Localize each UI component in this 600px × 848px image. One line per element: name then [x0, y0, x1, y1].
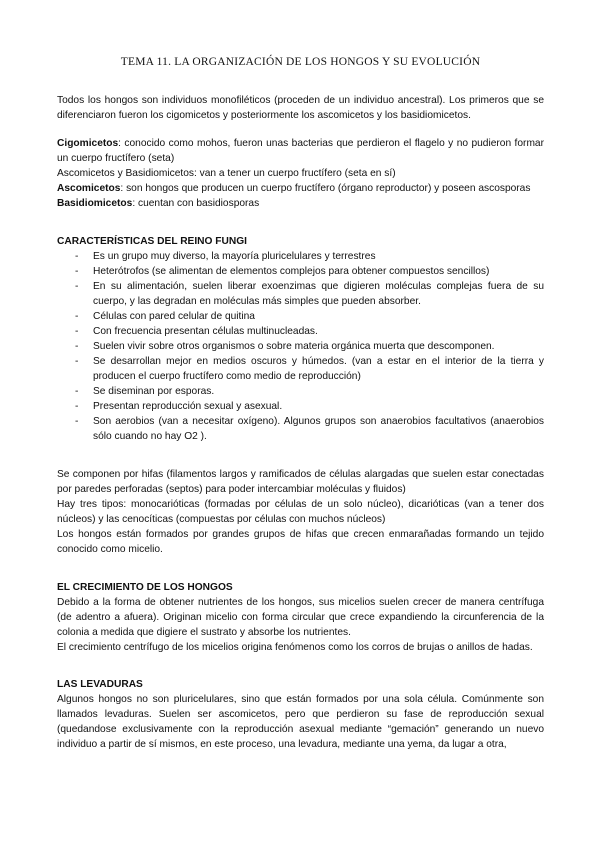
- basidiomicetos-term: Basidiomicetos: [57, 198, 133, 209]
- hyphae-paragraph-1: Se componen por hifas (filamentos largos y ramificados de células alargadas que suelen estar conectadas por paredes perforadas (septos) para poder intercambiar moléculas y fluidos): [57, 469, 544, 495]
- list-item: - Se diseminan por esporas.: [57, 384, 544, 399]
- list-item: - Con frecuencia presentan células multinucleadas.: [57, 324, 544, 339]
- cigomicetos-term: Cigomicetos: [57, 138, 119, 149]
- hyphae-paragraph-2: Hay tres tipos: monocarióticas (formadas por células de un solo núcleo), dicarióticas (van a tener dos núcleos) y las cenocíticas (compuestas por células con muchos núcleos): [57, 499, 544, 525]
- growth-section: [57, 580, 544, 655]
- yeasts-paragraph: Algunos hongos no son pluricelulares, sino que están formados por una sola célula. Comúnmente son llamados levaduras. Suelen ser ascomicetos, pero que perdieron su fase de reproducción sexual (quedandose exclusivamente con la reproducción asexual mediante “gemación” generando un nuevo individuo a partir de sí mismos, en este proceso, una levadura, mediante una yema, da lugar a otra,: [57, 694, 544, 750]
- list-item: - Células con pared celular de quitina: [57, 309, 544, 324]
- intro-paragraph: Todos los hongos son individuos monofiléticos (proceden de un individuo ancestral). Los primeros que se diferenciaron fueron los cigomicetos y posteriormente los ascomicetos y los basidiomicetos.: [57, 95, 544, 121]
- fungi-groups-section: [57, 136, 544, 211]
- list-item: - Heterótrofos (se alimentan de elementos complejos para obtener compuestos sencillos): [57, 264, 544, 279]
- hyphae-section: [57, 467, 544, 557]
- yeasts-heading: LAS LEVADURAS: [57, 679, 143, 690]
- basidiomicetos-text: : cuentan con basidiosporas: [132, 198, 260, 209]
- growth-paragraph-1: Debido a la forma de obtener nutrientes de los hongos, sus micelios suelen crecer de manera centrífuga (de adentro a afuera). Originan micelio con forma circular que crece expandiendo la circunferencia de la colonia a medida que digiere el sustrato y absorbe los nutrientes.: [57, 597, 544, 638]
- cigomicetos-paragraph: [57, 136, 544, 166]
- basidiomicetos-paragraph: [57, 196, 544, 211]
- list-item: - Se desarrollan mejor en medios oscuros y húmedos. (van a estar en el interior de la tierra y producen el cuerpo fructífero como medio de reproducción): [57, 354, 544, 384]
- characteristics-heading: CARACTERÍSTICAS DEL REINO FUNGI: [57, 236, 247, 247]
- asco-basidio-paragraph: Ascomicetos y Basidiomicetos: van a tener un cuerpo fructífero (seta en sí): [57, 168, 396, 179]
- ascomicetos-term: Ascomicetos: [57, 183, 121, 194]
- list-item: - Presentan reproducción sexual y asexual.: [57, 399, 544, 414]
- cigomicetos-text: : conocido como mohos, fueron unas bacterias que perdieron el flagelo y no pudieron formar un cuerpo fructífero (seta): [57, 138, 544, 164]
- page-title: TEMA 11. LA ORGANIZACIÓN DE LOS HONGOS Y SU EVOLUCIÓN: [120, 56, 481, 68]
- growth-heading: EL CRECIMIENTO DE LOS HONGOS: [57, 582, 233, 593]
- ascomicetos-text: : son hongos que producen un cuerpo fructífero (órgano reproductor) y poseen ascosporas: [120, 183, 531, 194]
- list-item: - Suelen vivir sobre otros organismos o sobre materia orgánica muerta que descomponen.: [57, 339, 544, 354]
- list-item: - Es un grupo muy diverso, la mayoría pluricelulares y terrestres: [57, 249, 544, 264]
- hyphae-paragraph-3: Los hongos están formados por grandes grupos de hifas que crecen enmarañadas formando un tejido conocido como micelio.: [57, 529, 544, 555]
- list-item: - Son aerobios (van a necesitar oxígeno). Algunos grupos son anaerobios facultativos (anaerobios sólo cuando no hay O2 ).: [57, 414, 544, 444]
- growth-paragraph-2: El crecimiento centrífugo de los micelios origina fenómenos como los corros de brujas o anillos de hadas.: [57, 642, 533, 653]
- characteristics-list: [57, 249, 544, 444]
- characteristics-section: [57, 234, 544, 444]
- list-item: - En su alimentación, suelen liberar exoenzimas que digieren moléculas complejas fuera de su cuerpo, y las degradan en moléculas más simples que pueden absorber.: [57, 279, 544, 309]
- ascomicetos-paragraph: [57, 181, 544, 196]
- yeasts-section: [57, 677, 544, 752]
- intro-section: [57, 93, 544, 123]
